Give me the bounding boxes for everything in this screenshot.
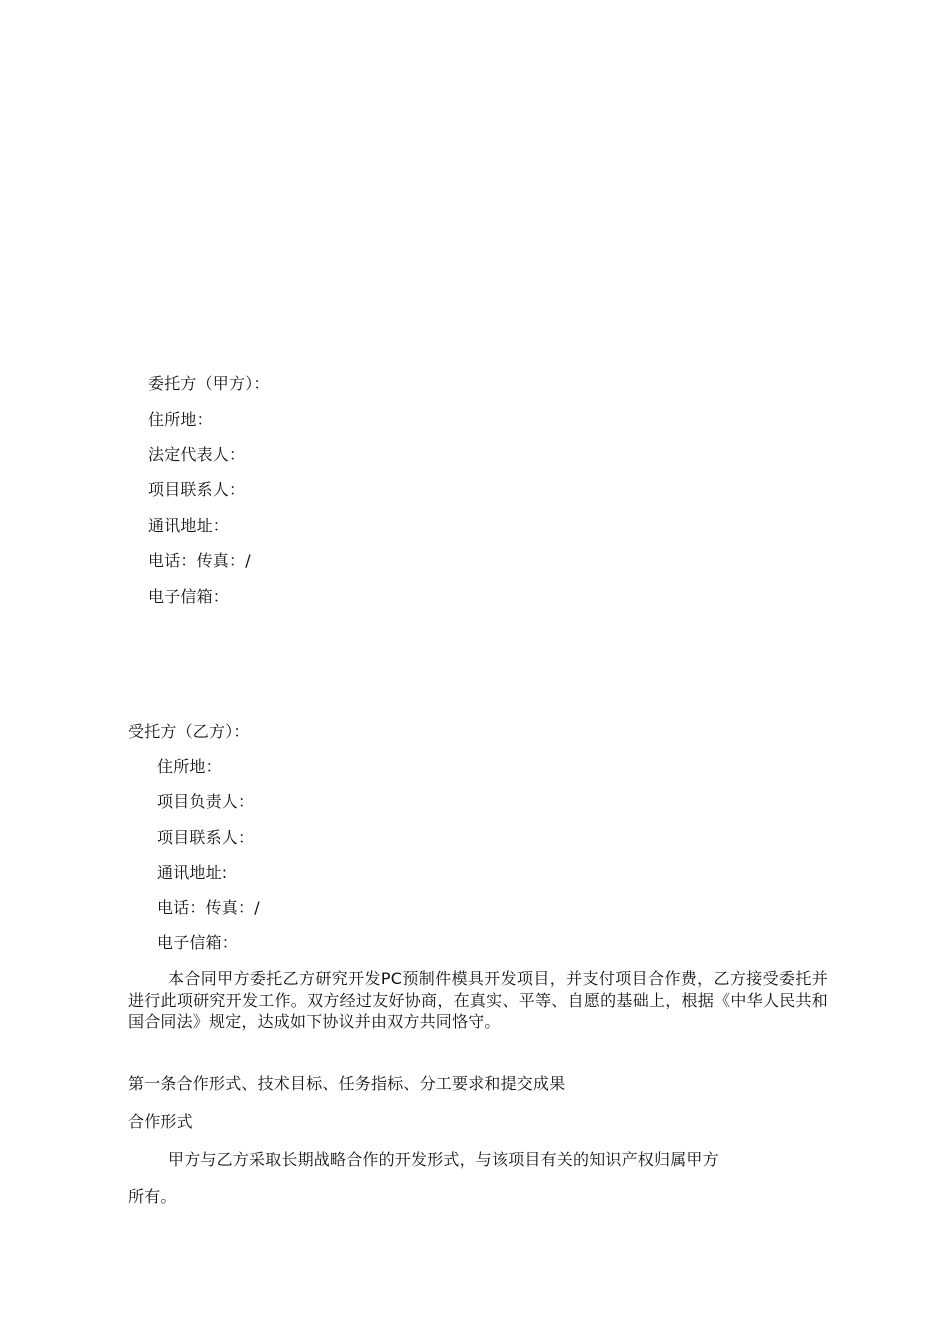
article-1-subtitle: 合作形式 (128, 1112, 193, 1131)
article-1-title: 第一条合作形式、技术目标、任务指标、分工要求和提交成果 (128, 1074, 566, 1093)
party-a-phone-fax-label: 电话：传真：/ (148, 551, 251, 570)
party-a-mail-address-label: 通讯地址： (148, 516, 230, 535)
party-b-title: 受托方（乙方）： (128, 722, 250, 741)
party-a-address-label: 住所地： (148, 410, 213, 429)
party-b-address-label: 住所地： (157, 757, 222, 776)
party-b-mail-address-label: 通讯地址: (157, 863, 228, 882)
party-b-phone-fax-label: 电话：传真：/ (157, 898, 260, 917)
article-1-body-line-2: 所有。 (128, 1187, 177, 1206)
party-a-email-label: 电子信箱： (148, 587, 230, 606)
party-b-email-label: 电子信箱： (157, 933, 239, 952)
party-a-legal-rep-label: 法定代表人： (148, 445, 246, 464)
party-b-project-lead-label: 项目负责人： (157, 792, 255, 811)
intro-paragraph: 本合同甲方委托乙方研究开发PC预制件模具开发项目，并支付项目合作费，乙方接受委托并进行此项研究开发工作。双方经过友好协商，在真实、平等、自愿的基础上，根据《中华人民共和国合同法》规定，达成如下协议并由双方共同恪守。 (128, 969, 828, 1031)
party-a-contact-label: 项目联系人： (148, 480, 246, 499)
party-a-title: 委托方（甲方）： (148, 374, 270, 393)
article-1-body-line-1: 甲方与乙方采取长期战略合作的开发形式，与该项目有关的知识产权归属甲方 (168, 1150, 719, 1169)
party-b-contact-label: 项目联系人： (157, 828, 255, 847)
